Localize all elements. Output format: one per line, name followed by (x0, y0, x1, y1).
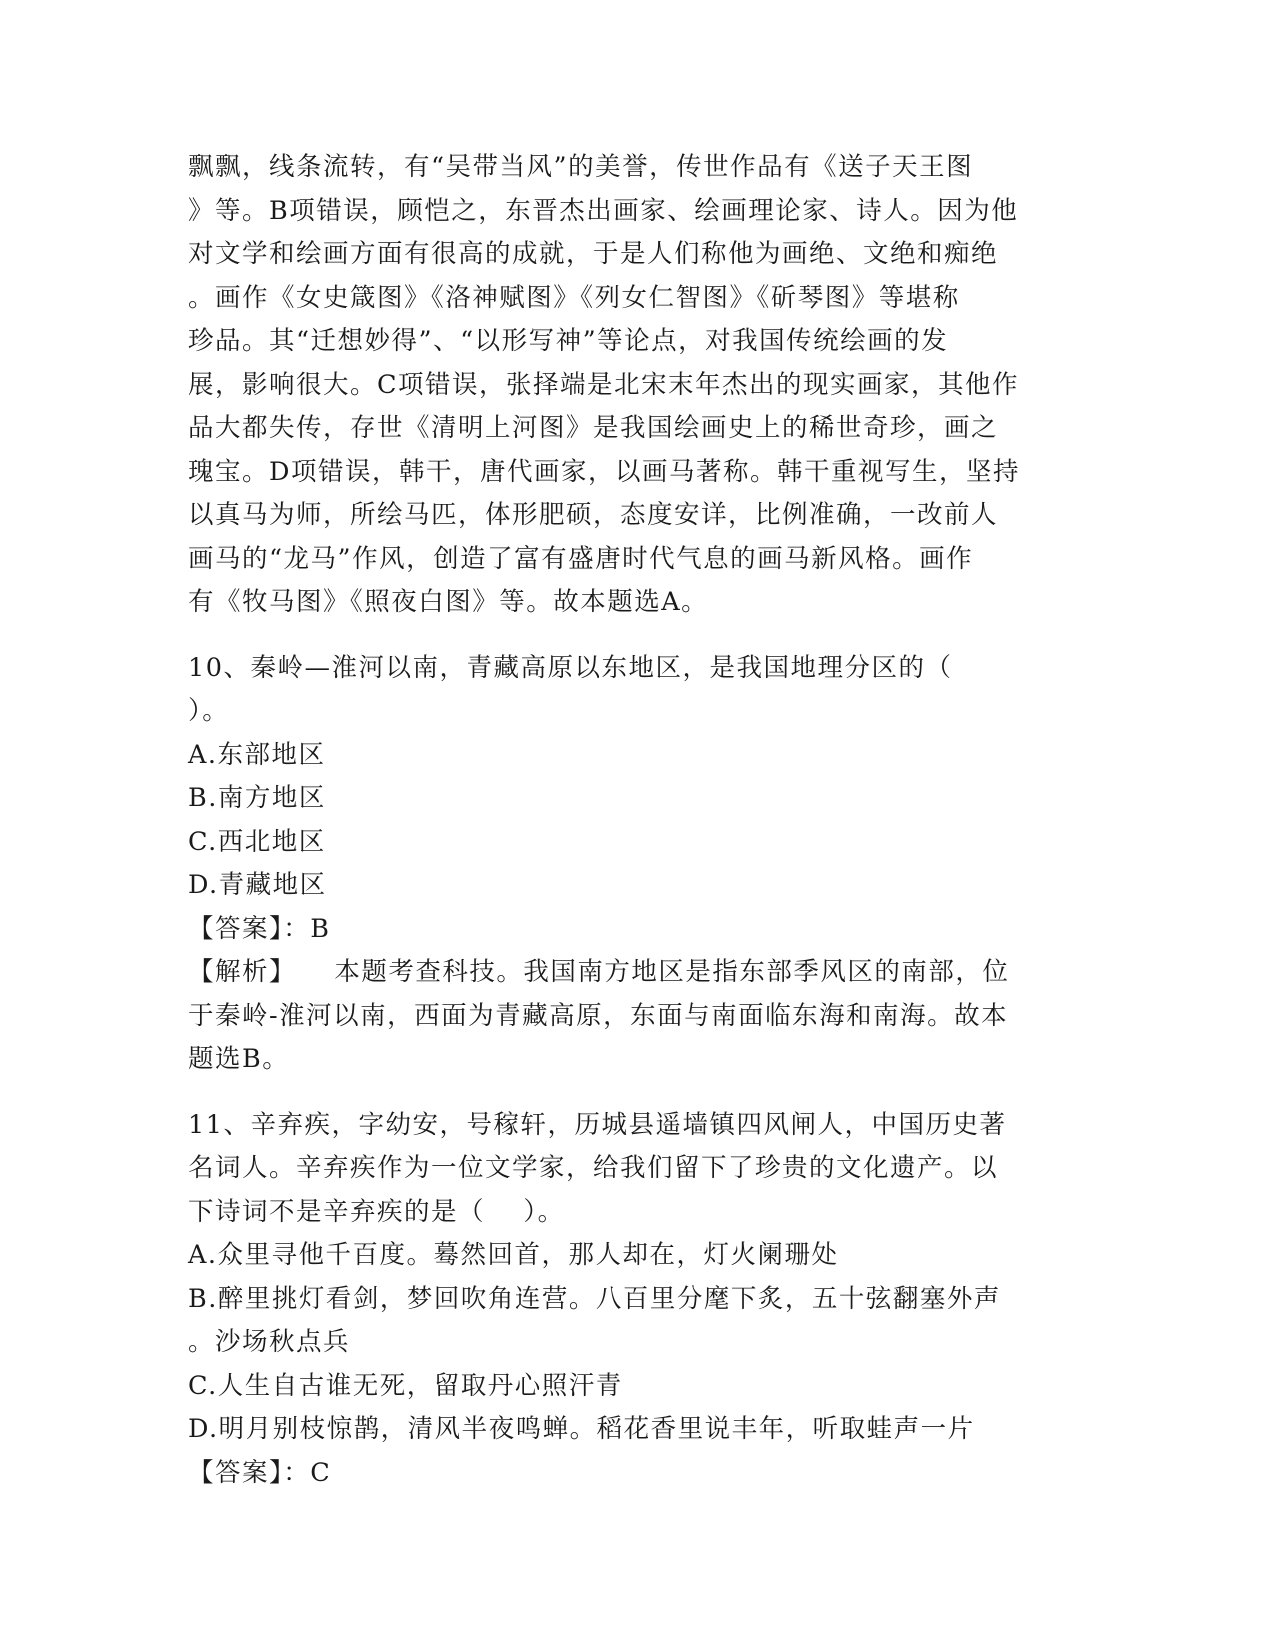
text-line: 。画作《女史箴图》《洛神赋图》《列女仁智图》《斫琴图》等堪称 (188, 282, 960, 313)
question-stem-line: 10、秦岭—淮河以南，青藏高原以东地区，是我国地理分区的（ (188, 652, 953, 683)
question-11 (188, 1104, 1088, 1496)
text-line: 有《牧马图》《照夜白图》等。故本题选A。 (188, 587, 709, 617)
answer-label: 【答案】：C (188, 1457, 332, 1488)
question-stem-line: ）。 (188, 696, 230, 726)
text-line: 对文学和绘画方面有很高的成就，于是人们称他为画绝、文绝和痴绝 (188, 239, 999, 269)
option-b-continued: 。沙场秋点兵 (188, 1327, 351, 1357)
text-line: 瑰宝。D项错误，韩干，唐代画家，以画马著称。韩干重视写生，坚持 (188, 456, 1020, 487)
text-line: 品大都失传，存世《清明上河图》是我国绘画史上的稀世奇珍，画之 (188, 413, 999, 443)
question-stem-line: 下诗词不是辛弃疾的是（ ）。 (188, 1196, 565, 1227)
option-c: C.人生自古谁无死，留取丹心照汗青 (188, 1370, 623, 1401)
section-gap (188, 1082, 1088, 1104)
text-line: 画马的“龙马”作风，创造了富有盛唐时代气息的画马新风格。画作 (188, 543, 974, 574)
explanation-line: 【解析】 本题考查科技。我国南方地区是指东部季风区的南部，位 (188, 957, 1010, 987)
text-line: 展，影响很大。C项错误，张择端是北宋末年杰出的现实画家，其他作 (188, 369, 1020, 400)
option-d: D.青藏地区 (188, 870, 327, 900)
option-a: A.东部地区 (188, 739, 326, 770)
text-line: 以真马为师，所绘马匹，体形肥硕，态度安详，比例准确，一改前人 (188, 500, 999, 530)
explanation-line: 于秦岭-淮河以南，西面为青藏高原，东面与南面临东海和南海。故本 (188, 1000, 1009, 1031)
option-d: D.明月别枝惊鹊，清风半夜鸣蝉。稻花香里说丰年，听取蛙声一片 (188, 1414, 975, 1444)
answer-label: 【答案】：B (188, 913, 331, 944)
option-c: C.西北地区 (188, 826, 326, 857)
explanation-9-continued (188, 146, 1088, 625)
question-10 (188, 647, 1088, 1082)
option-b: B.醉里挑灯看剑，梦回吹角连营。八百里分麾下炙，五十弦翻塞外声 (188, 1283, 1001, 1314)
text-line: 飘飘，线条流转，有“吴带当风”的美誉，传世作品有《送子天王图 (188, 152, 974, 182)
explanation-line: 题选B。 (188, 1044, 290, 1074)
option-b: B.南方地区 (188, 783, 326, 813)
text-line: 》等。B项错误，顾恺之，东晋杰出画家、绘画理论家、诗人。因为他 (188, 195, 1019, 226)
section-gap (188, 625, 1088, 647)
question-stem-line: 名词人。辛弃疾作为一位文学家，给我们留下了珍贵的文化遗产。以 (188, 1153, 999, 1183)
document-page (188, 146, 1088, 1495)
text-line: 珍品。其“迁想妙得”、“以形写神”等论点，对我国传统绘画的发 (188, 326, 949, 356)
question-stem-line: 11、辛弃疾，字幼安，号稼轩，历城县遥墙镇四风闸人，中国历史著 (188, 1109, 1007, 1140)
option-a: A.众里寻他千百度。蓦然回首，那人却在，灯火阑珊处 (188, 1240, 839, 1270)
